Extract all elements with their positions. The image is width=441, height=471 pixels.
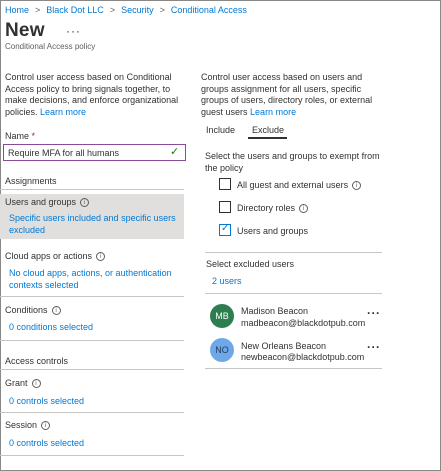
page-title: New bbox=[5, 20, 45, 41]
breadcrumb bbox=[5, 5, 247, 17]
checkmark-icon: ✓ bbox=[221, 223, 230, 234]
cloud-apps-label bbox=[5, 251, 105, 261]
users-groups-label bbox=[5, 197, 89, 207]
user-email: madbeacon@blackdotpub.com bbox=[241, 318, 366, 328]
divider bbox=[0, 412, 184, 413]
active-tab-indicator bbox=[248, 137, 287, 139]
cloud-apps-label-text: Cloud apps or actions bbox=[5, 251, 93, 261]
user-email: newbeacon@blackdotpub.com bbox=[241, 352, 365, 362]
user-row[interactable] bbox=[205, 336, 382, 368]
user-name: New Orleans Beacon bbox=[241, 341, 327, 351]
conditions-label bbox=[5, 305, 61, 315]
divider bbox=[0, 455, 184, 456]
info-icon[interactable]: i bbox=[32, 379, 41, 388]
more-options-icon[interactable]: ··· bbox=[367, 306, 381, 320]
info-icon[interactable]: i bbox=[80, 198, 89, 207]
avatar: MB bbox=[210, 304, 234, 328]
session-label-text: Session bbox=[5, 420, 38, 430]
all-guest-label: All guest and external users bbox=[237, 180, 349, 190]
required-marker: * bbox=[31, 131, 36, 141]
excluded-users-link[interactable]: 2 users bbox=[212, 276, 242, 286]
avatar: NO bbox=[210, 338, 234, 362]
info-icon[interactable]: i bbox=[299, 204, 308, 213]
cloud-apps-value[interactable]: No cloud apps, actions, or authentication contexts selected bbox=[9, 268, 172, 290]
assignments-heading: Assignments bbox=[5, 176, 57, 186]
policy-description bbox=[5, 72, 185, 118]
policy-description-text: Control user access based on Conditional Access policy to bring signals together, to make decisions, and enforce organizational policies. bbox=[5, 72, 179, 117]
grant-label bbox=[5, 378, 41, 388]
learn-more-link[interactable]: Learn more bbox=[250, 106, 297, 117]
directory-roles-option bbox=[237, 203, 308, 213]
breadcrumb-security[interactable]: Security bbox=[121, 5, 154, 15]
page-subtitle: Conditional Access policy bbox=[5, 42, 96, 51]
tab-include[interactable]: Include bbox=[206, 125, 236, 135]
learn-more-link[interactable]: Learn more bbox=[40, 106, 87, 117]
divider bbox=[205, 293, 382, 294]
users-description bbox=[201, 72, 391, 118]
divider bbox=[0, 296, 184, 297]
grant-label-text: Grant bbox=[5, 378, 28, 388]
divider bbox=[0, 189, 184, 190]
all-guest-checkbox[interactable] bbox=[219, 178, 231, 190]
chevron-right-icon: > bbox=[159, 5, 165, 15]
valid-check-icon: ✓ bbox=[170, 146, 180, 158]
breadcrumb-tenant[interactable]: Black Dot LLC bbox=[46, 5, 104, 15]
divider bbox=[205, 368, 382, 369]
name-label-text: Name bbox=[5, 131, 30, 141]
tab-exclude[interactable]: Exclude bbox=[252, 125, 285, 135]
users-groups-option: Users and groups bbox=[237, 226, 309, 236]
conditions-label-text: Conditions bbox=[5, 305, 48, 315]
users-groups-label-text: Users and groups bbox=[5, 197, 77, 207]
user-row[interactable] bbox=[205, 302, 382, 334]
chevron-right-icon: > bbox=[35, 5, 41, 15]
directory-roles-label: Directory roles bbox=[237, 203, 296, 213]
info-icon[interactable]: i bbox=[352, 181, 361, 190]
name-label bbox=[5, 131, 35, 141]
users-groups-checkbox[interactable] bbox=[219, 224, 231, 236]
info-icon[interactable]: i bbox=[52, 306, 61, 315]
more-options-icon[interactable]: ··· bbox=[66, 24, 81, 38]
divider bbox=[0, 369, 184, 370]
more-options-icon[interactable]: ··· bbox=[367, 340, 381, 354]
session-value[interactable]: 0 controls selected bbox=[9, 438, 85, 448]
select-excluded-label: Select excluded users bbox=[206, 259, 295, 269]
chevron-right-icon: > bbox=[109, 5, 116, 15]
users-groups-value[interactable]: Specific users included and specific users excluded bbox=[9, 213, 176, 235]
session-label bbox=[5, 420, 50, 430]
info-icon[interactable]: i bbox=[96, 252, 105, 261]
divider bbox=[205, 252, 382, 253]
users-description-text: Control user access based on users and groups assignment for all users, specific groups of users, directory roles, or external guest users bbox=[201, 72, 373, 117]
divider bbox=[0, 340, 184, 341]
conditions-value[interactable]: 0 conditions selected bbox=[9, 322, 94, 332]
breadcrumb-conditional-access[interactable]: Conditional Access bbox=[170, 5, 247, 15]
policy-name-input[interactable] bbox=[3, 144, 186, 161]
all-guest-option bbox=[237, 180, 361, 190]
grant-value[interactable]: 0 controls selected bbox=[9, 396, 85, 406]
access-controls-heading: Access controls bbox=[5, 356, 69, 366]
user-name: Madison Beacon bbox=[241, 306, 309, 316]
exempt-prompt: Select the users and groups to exempt from the policy bbox=[205, 151, 380, 173]
directory-roles-checkbox[interactable] bbox=[219, 201, 231, 213]
info-icon[interactable]: i bbox=[41, 421, 50, 430]
breadcrumb-home[interactable]: Home bbox=[5, 5, 30, 15]
